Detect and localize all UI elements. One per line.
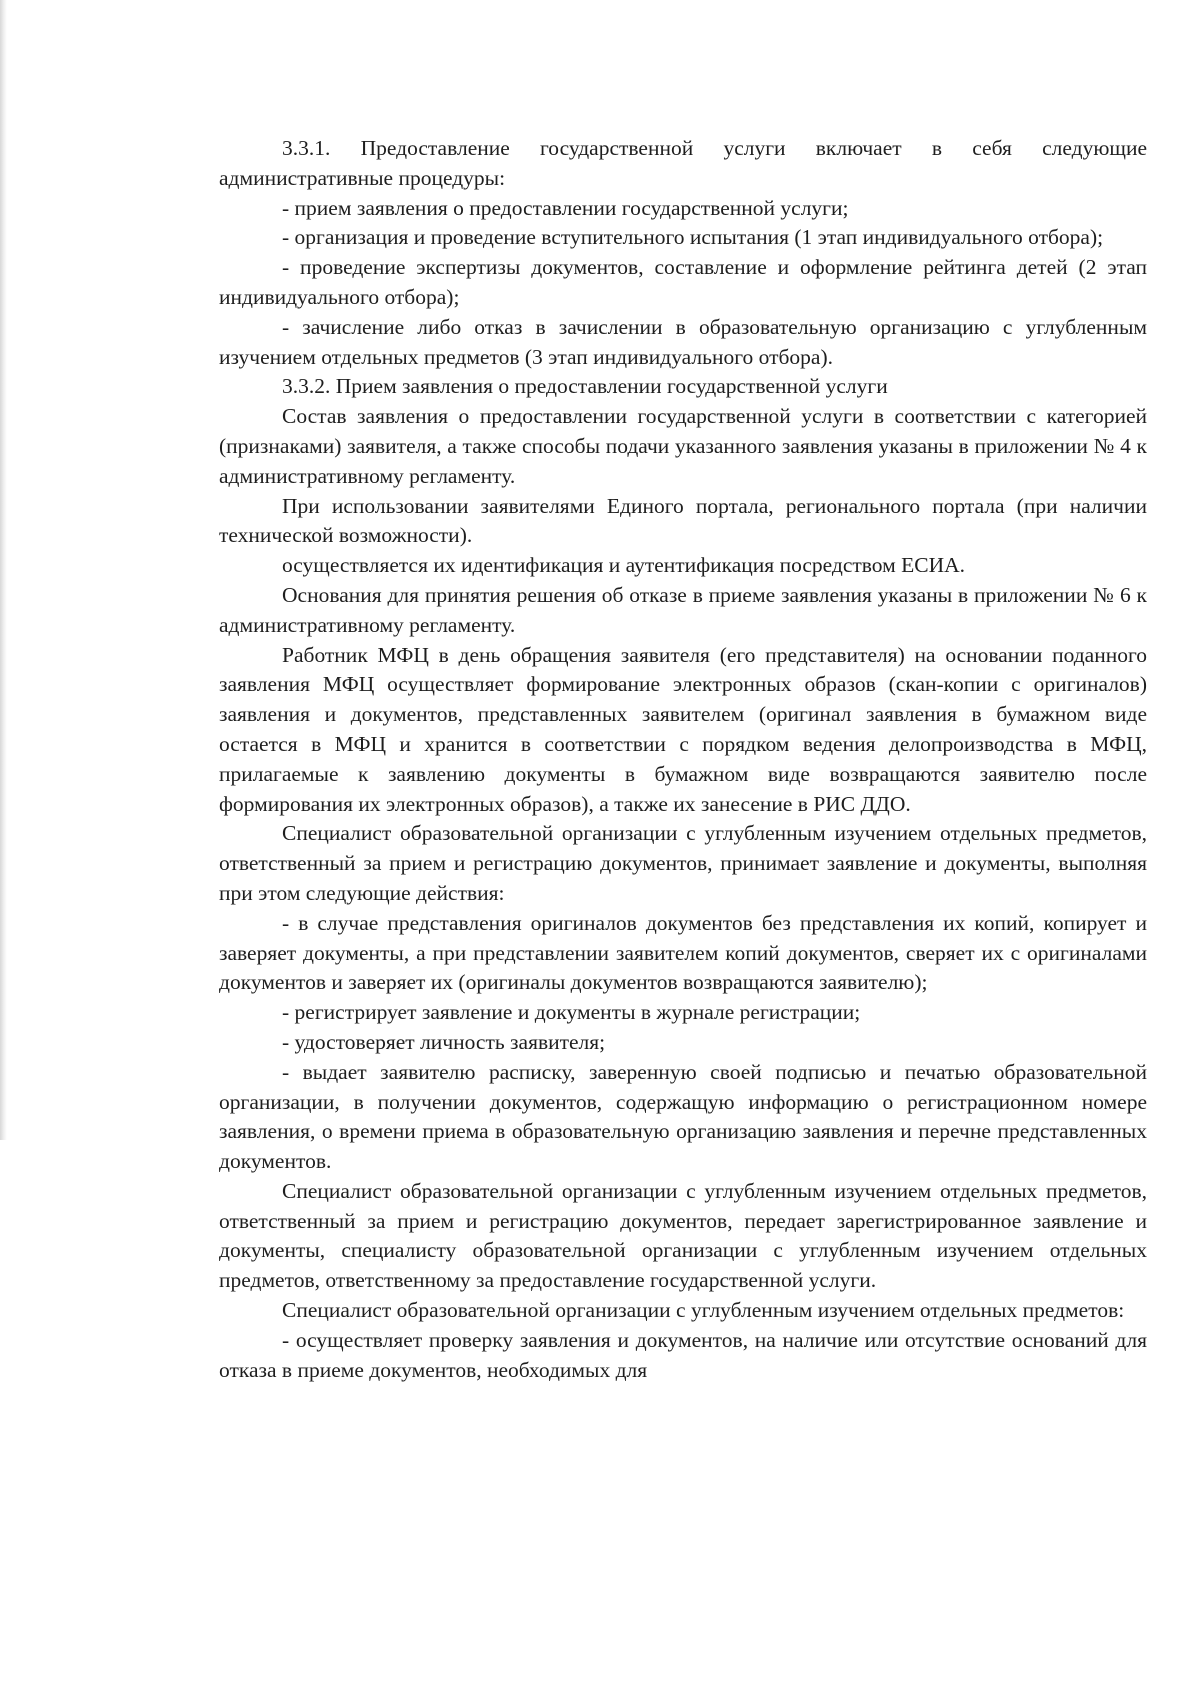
paragraph-item-entrance-test: - организация и проведение вступительного испытания (1 этап индивидуального отбора);	[282, 225, 1104, 250]
paragraph-specialist-transfers: Специалист образовательной организации с углубленным изучением отдельных предметов, ответственный за прием и регистрацию документов, передает зарегистрированное заявление и документы, специалисту образовательной организации с углубленным изучением отдельных предметов, ответственному за предоставление государственной услуги.	[219, 1178, 1147, 1293]
paragraph-item-enrollment: - зачисление либо отказ в зачислении в образовательную организацию с углубленным изучением отдельных предметов (3 этап индивидуального отбора).	[219, 314, 1147, 369]
paragraph-item-register: - регистрирует заявление и документы в журнале регистрации;	[282, 1000, 861, 1025]
paragraph-3-3-1: 3.3.1. Предоставление государственной услуги включает в себя следующие административные процедуры:	[219, 136, 1147, 190]
paragraph-3-3-2-heading: 3.3.2. Прием заявления о предоставлении государственной услуги	[282, 374, 888, 399]
paragraph-specialist-checks: Специалист образовательной организации с углубленным изучением отдельных предметов:	[282, 1298, 1125, 1323]
paragraph-item-verification: - осуществляет проверку заявления и документов, на наличие или отсутствие оснований для отказа в приеме документов, необходимых для	[219, 1327, 1147, 1382]
document-page	[219, 134, 1147, 1385]
paragraph-item-expertise-rating: - проведение экспертизы документов, составление и оформление рейтинга детей (2 этап индивидуального отбора);	[219, 255, 1147, 309]
paragraph-item-receipt: - выдает заявителю расписку, заверенную своей подписью и печатью образовательной организации, в получении документов, содержащую информацию о регистрационном номере заявления, о времени приема в образовательную организацию заявления и перечне представленных документов.	[219, 1059, 1147, 1174]
paragraph-mfc-worker: Работник МФЦ в день обращения заявителя (его представителя) на основании поданного заявления МФЦ осуществляет формирование электронных образов (скан-копии с оригиналов) заявления и документов, представленных заявителем (оригинал заявления в бумажном виде остается в МФЦ и хранится в соответствии с порядком ведения делопроизводства в МФЦ, прилагаемые к заявлению документы в бумажном виде возвращаются заявителю после формирования их электронных образов), а также их занесение в РИС ДДО.	[219, 642, 1147, 816]
paragraph-specialist-accepts: Специалист образовательной организации с углубленным изучением отдельных предметов, ответственный за прием и регистрацию документов, принимает заявление и документы, выполняя при этом следующие действия:	[219, 821, 1147, 905]
paragraph-refusal-grounds: Основания для принятия решения об отказе в приеме заявления указаны в приложении № 6 к административному регламенту.	[219, 582, 1147, 637]
paragraph-esia-identification: осуществляется их идентификация и аутентификация посредством ЕСИА.	[282, 553, 966, 578]
paragraph-item-copies: - в случае представления оригиналов документов без представления их копий, копирует и заверяет документы, а при представлении заявителем копий документов, сверяет их с оригиналами документов и заверяет их (оригиналы документов возвращаются заявителю);	[219, 910, 1147, 995]
paragraph-portal-usage: При использовании заявителями Единого портала, регионального портала (при наличии технической возможности).	[219, 493, 1147, 548]
scan-edge-shadow	[0, 0, 7, 1140]
paragraph-item-receive-application: - прием заявления о предоставлении государственной услуги;	[282, 195, 849, 220]
paragraph-item-identity: - удостоверяет личность заявителя;	[282, 1029, 606, 1054]
paragraph-application-composition: Состав заявления о предоставлении государственной услуги в соответствии с категорией (признаками) заявителя, а также способы подачи указанного заявления указаны в приложении № 4 к административному регламенту.	[219, 404, 1147, 488]
